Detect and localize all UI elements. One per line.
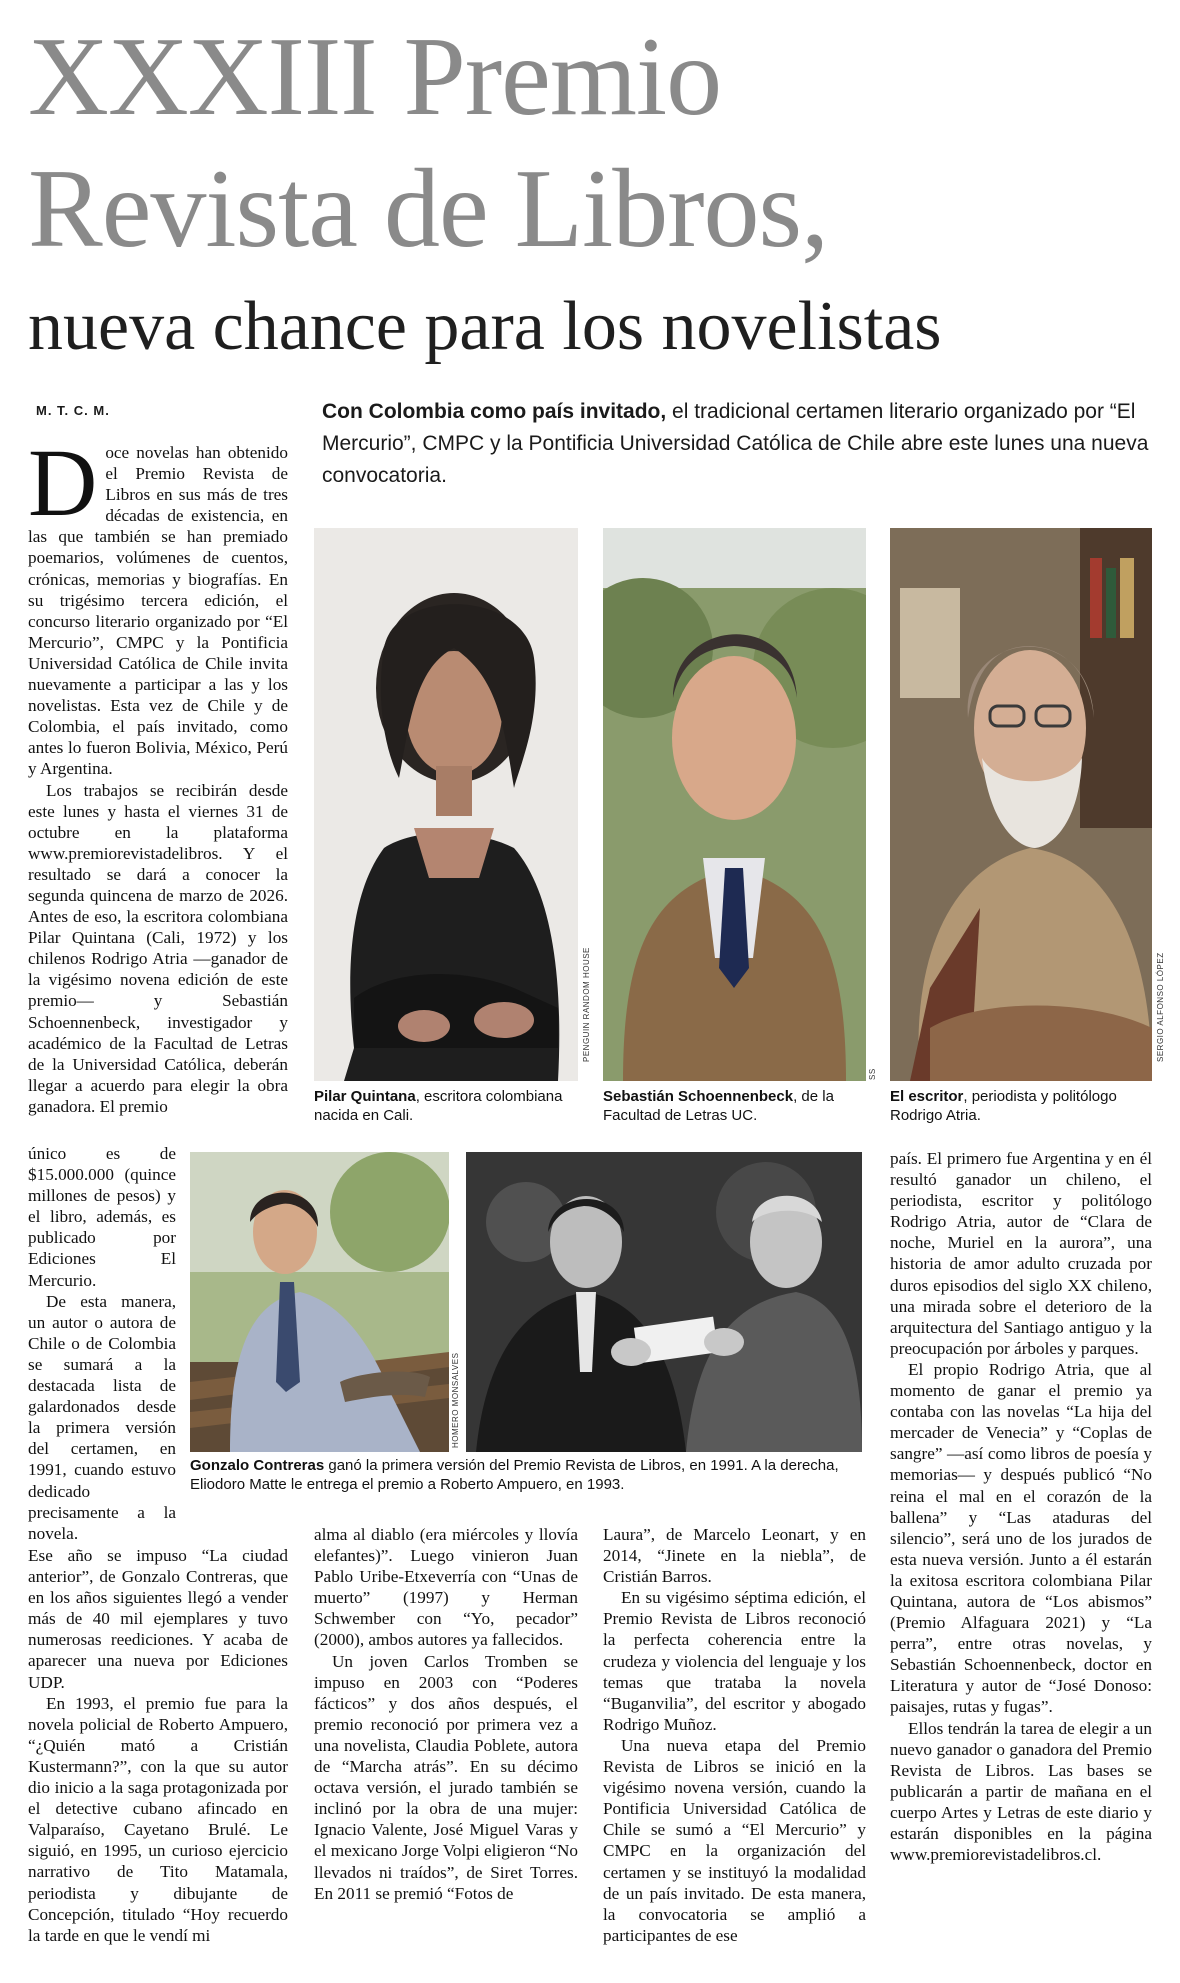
caption-quintana [314, 1087, 578, 1125]
column-4 [890, 1148, 1152, 1865]
caption-atria [890, 1087, 1152, 1125]
paragraph: Un joven Carlos Tromben se impuso en 2003 con “Poderes fácticos” y dos años después, el premio reconoció por primera vez a una novelista, Claudia Poblete, autora de “Marcha atrás”. En su décimo octava versión, el jurado también se inclinó por la obra de una mujer: Ignacio Valente, José Miguel Varas y el mexicano Jorge Volpi eligieron “No llevados ni traídos”, de Siret Torres. En 2011 se premió “Fotos de [314, 1651, 578, 1903]
portrait-contreras-illustration [190, 1152, 449, 1452]
headline-subtitle: nueva chance para los novelistas [28, 288, 942, 365]
lede [322, 396, 1152, 492]
photo-credit-contreras: HOMERO MONSALVES [451, 1352, 460, 1448]
photo-gonzalo-contreras [190, 1152, 449, 1452]
portrait-atria-illustration [890, 528, 1152, 1081]
paragraph: alma al diablo (era miércoles y llovía elefantes)”. Luego vinieron Juan Pablo Uribe-Etxeverría con “Unas de muerto” (1997) y Herman Schwember con “Yo, pecador” (2000), ambos autores ya fallecidos. [314, 1525, 578, 1650]
caption-atria-text: , periodista y politólogo Rodrigo Atria. [890, 1088, 1117, 1124]
column-1-top [28, 429, 288, 1117]
paragraph: En su vigésimo séptima edición, el Premio Revista de Libros reconoció la perfecta coherencia entre la crudeza y violencia del lenguaje y los temas que trataba la novela “Buganvilia”, del escritor y abogado Rodrigo Muñoz. [603, 1588, 866, 1734]
dropcap: D [28, 429, 98, 536]
caption-contreras-matte [190, 1456, 862, 1494]
paragraph: El propio Rodrigo Atria, que al momento de ganar el premio ya contaba con las novelas “La hija del mercader de Venecia” y “Coplas de sangre” —así como libros de poesía y memorias— y después publicó “No reina el mal en el corazón de la ballena” y “Las ataduras del silencio”, será uno de los jurados de esta nueva versión. Junto a él estarán la exitosa escritora colombiana Pilar Quintana, autora de “Los abismos” (Premio Alfaguara 2021) y “La perra”, entre otras novelas, y Sebastián Schoennenbeck, doctor en Literatura y autor de “José Donoso: paisajes, rutas y fugas”. [890, 1359, 1152, 1717]
caption-atria-name: El escritor [890, 1088, 964, 1105]
photo-sebastian-schoennenbeck [603, 528, 866, 1081]
caption-schoennenbeck-name: Sebastián Schoennenbeck [603, 1088, 794, 1105]
headline-line-2: Revista de Libros, [28, 147, 829, 271]
paragraph: Ellos tendrán la tarea de elegir a un nuevo ganador o ganadora del Premio Revista de Libros. Las bases se publicarán a partir de mañana en el cuerpo Artes y Letras de este diario y estarán disponibles en la página www.premiorevistadelibros.cl. [890, 1718, 1152, 1865]
paragraph: Ese año se impuso “La ciudad anterior”, de Gonzalo Contreras, que en los años siguientes llegó a vender más de 40 mil ejemplares y tuvo numerosas reediciones. Y acaba de aparecer una nueva por Ediciones UDP. [28, 1546, 288, 1692]
paragraph [28, 429, 288, 780]
photo-credit-atria: SERGIO ALFONSO LÓPEZ [1156, 952, 1165, 1062]
paragraph: Los trabajos se recibirán desde este lunes y hasta el viernes 31 de octubre en la plataforma www.premiorevistadelibros. Y el resultado se dará a conocer la segunda quincena de marzo de 2026. Antes de eso, la escritora colombiana Pilar Quintana (Cali, 1972) y los chilenos Rodrigo Atria —ganador de la vigésimo novena edición de este premio— y Sebastián Schoennenbeck, investigador y académico de la Facultad de Letras de la Universidad Católica, deberán llegar a acuerdo para elegir la obra ganadora. El premio [28, 780, 288, 1116]
photo-rodrigo-atria [890, 528, 1152, 1081]
caption-contreras-text: ganó la primera versión del Premio Revista de Libros, en 1991. A la derecha, Eliodoro Matte le entrega el premio a Roberto Ampuero, en 1993. [190, 1457, 839, 1493]
caption-quintana-text: , escritora colombiana nacida en Cali. [314, 1088, 563, 1124]
column-1-bottom [28, 1545, 288, 1946]
paragraph: En 1993, el premio fue para la novela policial de Roberto Ampuero, “¿Quién mató a Cristián Kustermann?”, con la que su autor dio inicio a la saga protagonizada por el detective cubano afincado en Valparaíso, Cayetano Brulé. Le siguió, en 1995, un curioso ejercicio narrativo de Tito Matamala, periodista y dibujante de Concepción, titulado “Hoy recuerdo la tarde en que le vendí mi [28, 1693, 288, 1945]
caption-contreras-name: Gonzalo Contreras [190, 1457, 325, 1474]
paragraph: país. El primero fue Argentina y en él resultó ganador un chileno, el periodista, escritor y politólogo Rodrigo Atria, autor de “Clara de noche, Muriel en la aurora”, una historia de amor adulto cruzada por duros episodios del siglo XX chileno, una mirada sobre el deterioro de la arquitectura del Santiago antiguo y la preocupación por árboles y parques. [890, 1149, 1152, 1358]
column-1-narrow [28, 1143, 176, 1544]
paragraph: De esta manera, un autor o autora de Chile o de Colombia se sumará a la destacada lista de galardonados desde la primera versión del certamen, en 1991, cuando estuvo dedicado precisamente a la novela. [28, 1291, 176, 1543]
headline-line-1: XXXIII Premio [28, 15, 722, 139]
photo-credit-quintana: PENGUIN RANDOM HOUSE [582, 947, 591, 1062]
photo-credit-schoennenbeck: SS [868, 1068, 877, 1080]
portrait-quintana-illustration [314, 528, 578, 1081]
portrait-schoennenbeck-illustration [603, 528, 866, 1081]
photo-matte-ampuero [466, 1152, 862, 1452]
byline: M. T. C. M. [36, 403, 110, 418]
photo-pilar-quintana [314, 528, 578, 1081]
paragraph: único es de $15.000.000 (quince millones de pesos) y el libro, además, es publicado por Ediciones El Mercurio. [28, 1144, 176, 1290]
paragraph: Laura”, de Marcelo Leonart, y en 2014, “Jinete en la niebla”, de Cristián Barros. [603, 1525, 866, 1587]
lede-bold: Con Colombia como país invitado, [322, 400, 667, 423]
paragraph-text: oce novelas han obtenido el Premio Revista de Libros en sus más de tres décadas de existencia, en las que también se han premiado poemarios, volúmenes de cuentos, crónicas, memorias y biografías. En su trigésimo tercera edición, el concurso literario organizado por “El Mercurio”, CMPC y la Pontificia Universidad Católica de Chile invita nuevamente a participar a las y los novelistas. Esta vez de Chile y de Colombia, el país invitado, como antes lo fueron Bolivia, México, Perú y Argentina. [28, 443, 288, 779]
column-3 [603, 1524, 866, 1946]
caption-schoennenbeck [603, 1087, 866, 1125]
caption-quintana-name: Pilar Quintana [314, 1088, 416, 1105]
column-2 [314, 1524, 578, 1904]
lede-text: el tradicional certamen literario organizado por “El Mercurio”, CMPC y la Pontificia Universidad Católica de Chile abre este lunes una nueva convocatoria. [322, 400, 1149, 487]
paragraph: Una nueva etapa del Premio Revista de Libros se inició en la vigésimo novena versión, cuando la Pontificia Universidad Católica de Chile se sumó a “El Mercurio” y CMPC en la organización del certamen y se instituyó la modalidad de un país invitado. De esta manera, la convocatoria se amplió a participantes de ese [603, 1735, 866, 1945]
caption-schoennenbeck-text: , de la Facultad de Letras UC. [603, 1088, 834, 1124]
award-ceremony-illustration [466, 1152, 862, 1452]
